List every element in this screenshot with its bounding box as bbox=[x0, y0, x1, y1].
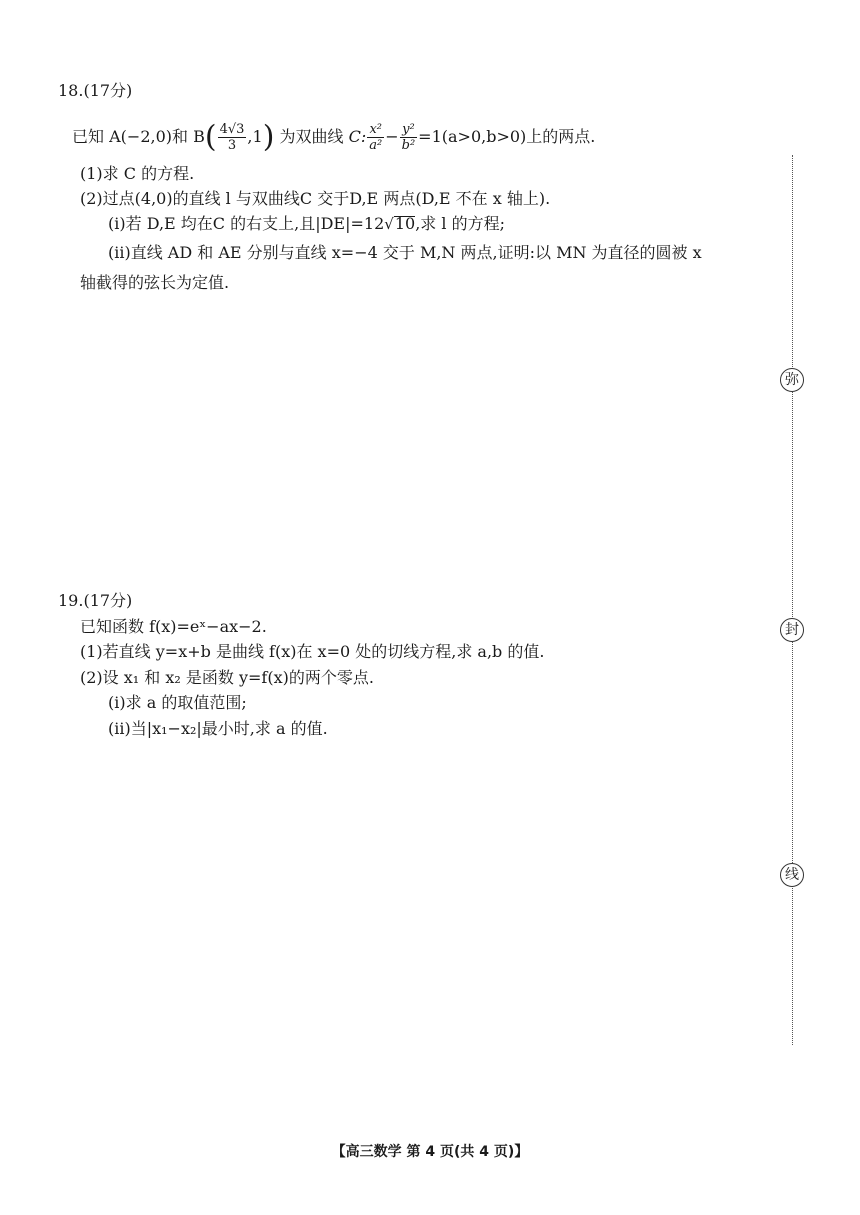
binding-dotted-line bbox=[792, 155, 793, 1045]
q19-stem: 已知函数 f(x)=eˣ−ax−2. bbox=[80, 617, 267, 636]
q18-part2-ii-a: (ⅱ)直线 AD 和 AE 分别与直线 x=−4 交于 M,N 两点,证明:以 MN 为直径的圆被 x bbox=[108, 243, 702, 262]
q18-sqrt-10: 10 bbox=[394, 214, 416, 233]
q18-frac-b-den: 3 bbox=[227, 138, 237, 153]
q18-minus: − bbox=[385, 127, 399, 146]
q18-part1: (1)求 C 的方程. bbox=[80, 164, 195, 183]
q18-stem-pre: 已知 bbox=[72, 127, 105, 146]
q18-frac-x-den: a² bbox=[369, 138, 383, 153]
q18-frac-b bbox=[218, 122, 247, 153]
q18-header: 18.(17分) bbox=[58, 81, 133, 100]
q18-part2-i: (ⅰ)若 D,E 均在C 的右支上,且|DE|=12√10,求 l 的方程; bbox=[108, 214, 505, 233]
q18-part2-i-post: ,求 l 的方程; bbox=[415, 214, 505, 233]
q18-frac-y-num: y² bbox=[402, 122, 415, 137]
q18-curve-c: C: bbox=[348, 127, 367, 146]
q18-stem-end: =1(a>0,b>0)上的两点. bbox=[418, 127, 596, 146]
seal-feng: 封 bbox=[780, 618, 804, 642]
q18-frac-x-num: x² bbox=[369, 122, 382, 137]
q18-point-b-rest: ,1 bbox=[247, 127, 263, 146]
q18-point-b: B bbox=[193, 127, 205, 146]
q19-part2-i: (ⅰ)求 a 的取值范围; bbox=[108, 693, 247, 712]
q19-part2: (2)设 x₁ 和 x₂ 是函数 y=f(x)的两个零点. bbox=[80, 668, 374, 687]
q18-stem-mid: 为双曲线 bbox=[279, 127, 344, 146]
q18-frac-y-den: b² bbox=[401, 138, 416, 153]
q18-point-a: A(−2,0)和 bbox=[109, 127, 189, 146]
q18-frac-x bbox=[367, 122, 384, 153]
q19-part1: (1)若直线 y=x+b 是曲线 f(x)在 x=0 处的切线方程,求 a,b 的值. bbox=[80, 642, 545, 661]
q19-part2-ii: (ⅱ)当|x₁−x₂|最小时,求 a 的值. bbox=[108, 719, 328, 738]
seal-mi: 弥 bbox=[780, 368, 804, 392]
seal-xian: 线 bbox=[780, 863, 804, 887]
q18-part2: (2)过点(4,0)的直线 l 与双曲线C 交于D,E 两点(D,E 不在 x 轴上). bbox=[80, 189, 551, 208]
q18-part2-i-pre: (ⅰ)若 D,E 均在C 的右支上,且|DE|=12 bbox=[108, 214, 385, 233]
q18-stem bbox=[72, 117, 595, 157]
q18-part2-ii-b: 轴截得的弦长为定值. bbox=[80, 273, 230, 292]
page-footer: 【高三数学 第 4 页(共 4 页)】 bbox=[331, 1144, 529, 1160]
q19-header: 19.(17分) bbox=[58, 591, 133, 610]
left-paren: ( bbox=[204, 119, 217, 155]
right-paren: ) bbox=[262, 119, 275, 155]
q18-frac-b-num: 4√3 bbox=[219, 122, 245, 137]
q18-frac-y bbox=[400, 122, 418, 153]
